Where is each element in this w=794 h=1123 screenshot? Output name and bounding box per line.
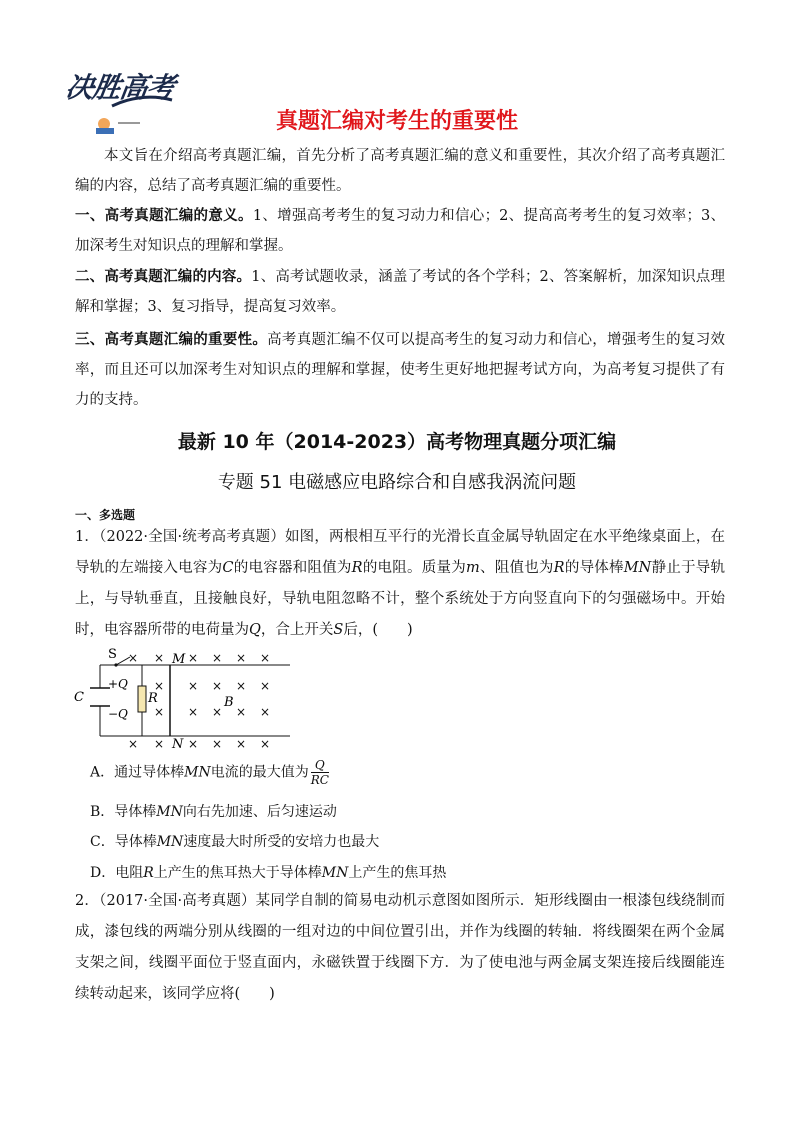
cross: × <box>188 737 199 751</box>
q1-text-a: 1．（2022·全国·统考高考真题）如图，两根相互平行的光滑长直金属导轨固定在水平绝缘桌面上，在导轨的左端接入电容为 <box>75 529 725 576</box>
point-1 <box>75 201 725 261</box>
option-d-var-r: R <box>143 865 154 881</box>
option-c-text-2: 速度最大时所受的安培力也最大 <box>183 834 380 850</box>
q1-text-f: 静止于导轨上，与导轨垂直，且接触良好，导轨电阻忽略不计，整个系统处于方向竖直向下的匀强磁场中。开始时，电容器所带的电荷量为 <box>75 560 726 638</box>
section-heading: 一、多选题 <box>75 508 136 522</box>
option-d-var-mn: MN <box>321 865 349 881</box>
option-d-text: D．电阻 <box>90 865 144 881</box>
option-d[interactable] <box>90 862 446 882</box>
label-m: M <box>172 652 186 667</box>
q1-var-m: m <box>465 560 480 576</box>
label-c: C <box>74 690 84 705</box>
logo-text: 决胜高考 <box>63 71 177 104</box>
q1-text-d: 、阻值也为 <box>479 560 554 576</box>
fraction-denominator: RC <box>310 773 329 787</box>
q1-text-e: 的导体棒 <box>564 560 624 576</box>
q1-text-c: 的电阻。质量为 <box>362 560 466 576</box>
cross: × <box>128 737 139 751</box>
label-minus-q: −Q <box>108 707 128 721</box>
cross: × <box>188 705 199 719</box>
label-r: R <box>148 691 158 706</box>
option-a-text-2: 电流的最大值为 <box>210 764 309 781</box>
fraction-q-over-rc <box>311 758 329 787</box>
point-1-text: 1、增强高考考生的复习动力和信心；2、提高高考考生的复习效率；3、加深考生对知识点的理解和掌握。 <box>75 208 725 254</box>
label-b: B <box>224 695 234 710</box>
intro-paragraph: 本文旨在介绍高考真题汇编，首先分析了高考真题汇编的意义和重要性，其次介绍了高考真题汇编的内容，总结了高考真题汇编的重要性。 <box>75 148 725 194</box>
question-1 <box>75 522 725 646</box>
option-b-text: B．导体棒 <box>90 804 157 820</box>
q1-text-h: 后，( ) <box>343 622 413 638</box>
q1-text-b: 的电容器和阻值为 <box>233 560 352 576</box>
point-3-text: 高考真题汇编不仅可以提高考生的复习动力和信心，增强考生的复习效率，而且还可以加深考生对知识点的理解和掌握，使考生更好地把握考试方向，为高考复习提供了有力的支持。 <box>75 332 726 408</box>
topic-title: 专题 51 电磁感应电路综合和自感我涡流问题 <box>217 472 577 493</box>
cross: × <box>212 705 223 719</box>
cross: × <box>188 679 199 693</box>
cross: × <box>260 679 271 693</box>
q1-var-s: S <box>333 622 344 638</box>
point-2 <box>75 262 725 322</box>
point-3 <box>75 325 725 415</box>
q1-var-r: R <box>351 560 363 576</box>
option-c[interactable] <box>90 831 379 851</box>
label-s: S <box>108 647 117 662</box>
cross: × <box>260 737 271 751</box>
q1-var-mn: MN <box>623 560 652 576</box>
cross: × <box>212 737 223 751</box>
cross: × <box>236 705 247 719</box>
option-d-text-2: 上产生的焦耳热大于导体棒 <box>153 865 322 881</box>
cross: × <box>260 705 271 719</box>
label-n: N <box>172 737 184 752</box>
q1-var-q: Q <box>249 622 261 638</box>
point-2-heading: 二、高考真题汇编的内容。 <box>75 269 252 285</box>
option-c-var: MN <box>156 834 184 850</box>
cross: × <box>128 651 139 665</box>
main-title: 真题汇编对考生的重要性 <box>275 109 518 134</box>
option-b-var: MN <box>156 804 183 820</box>
cross: × <box>154 737 165 751</box>
collection-title: 最新 10 年（2014-2023）高考物理真题分项汇编 <box>177 431 617 453</box>
cross: × <box>188 651 199 665</box>
option-d-text-3: 上产生的焦耳热 <box>348 865 447 881</box>
point-2-text: 1、高考试题收录，涵盖了考试的各个学科；2、答案解析，加深知识点理解和掌握；3、复习指导，提高复习效率。 <box>75 269 725 315</box>
option-a-text: A．通过导体棒 <box>90 764 185 781</box>
option-b[interactable] <box>90 801 337 821</box>
q1-text-g: ，合上开关 <box>260 622 334 638</box>
circuit-figure <box>72 646 302 754</box>
fraction-numerator: Q <box>311 758 329 773</box>
cross: × <box>212 651 223 665</box>
label-plus-q: +Q <box>108 677 128 691</box>
option-a[interactable] <box>90 758 329 787</box>
cross: × <box>236 651 247 665</box>
option-c-text: C．导体棒 <box>90 834 157 850</box>
cross: × <box>154 651 165 665</box>
point-3-heading: 三、高考真题汇编的重要性。 <box>75 332 268 348</box>
cross: × <box>236 737 247 751</box>
cross: × <box>212 679 223 693</box>
option-a-var: MN <box>184 764 211 781</box>
q1-var-c: C <box>222 560 234 576</box>
point-1-heading: 一、高考真题汇编的意义。 <box>75 208 253 224</box>
question-2: 2．（2017·全国·高考真题）某同学自制的简易电动机示意图如图所示．矩形线圈由一根漆包线绕制而成，漆包线的两端分别从线圈的一组对边的中间位置引出，并作为线圈的转轴．将线圈架在两个金属支架之间，线圈平面位于竖直面内，永磁铁置于线圈下方．为了使电池与两金属支架连接后线圈能连续转动起来，该同学应将( ) <box>75 893 725 1002</box>
cross: × <box>154 705 165 719</box>
option-b-text-2: 向右先加速、后匀速运动 <box>182 804 337 820</box>
cross: × <box>260 651 271 665</box>
q1-var-r2: R <box>553 560 565 576</box>
cross: × <box>154 679 165 693</box>
cross: × <box>236 679 247 693</box>
